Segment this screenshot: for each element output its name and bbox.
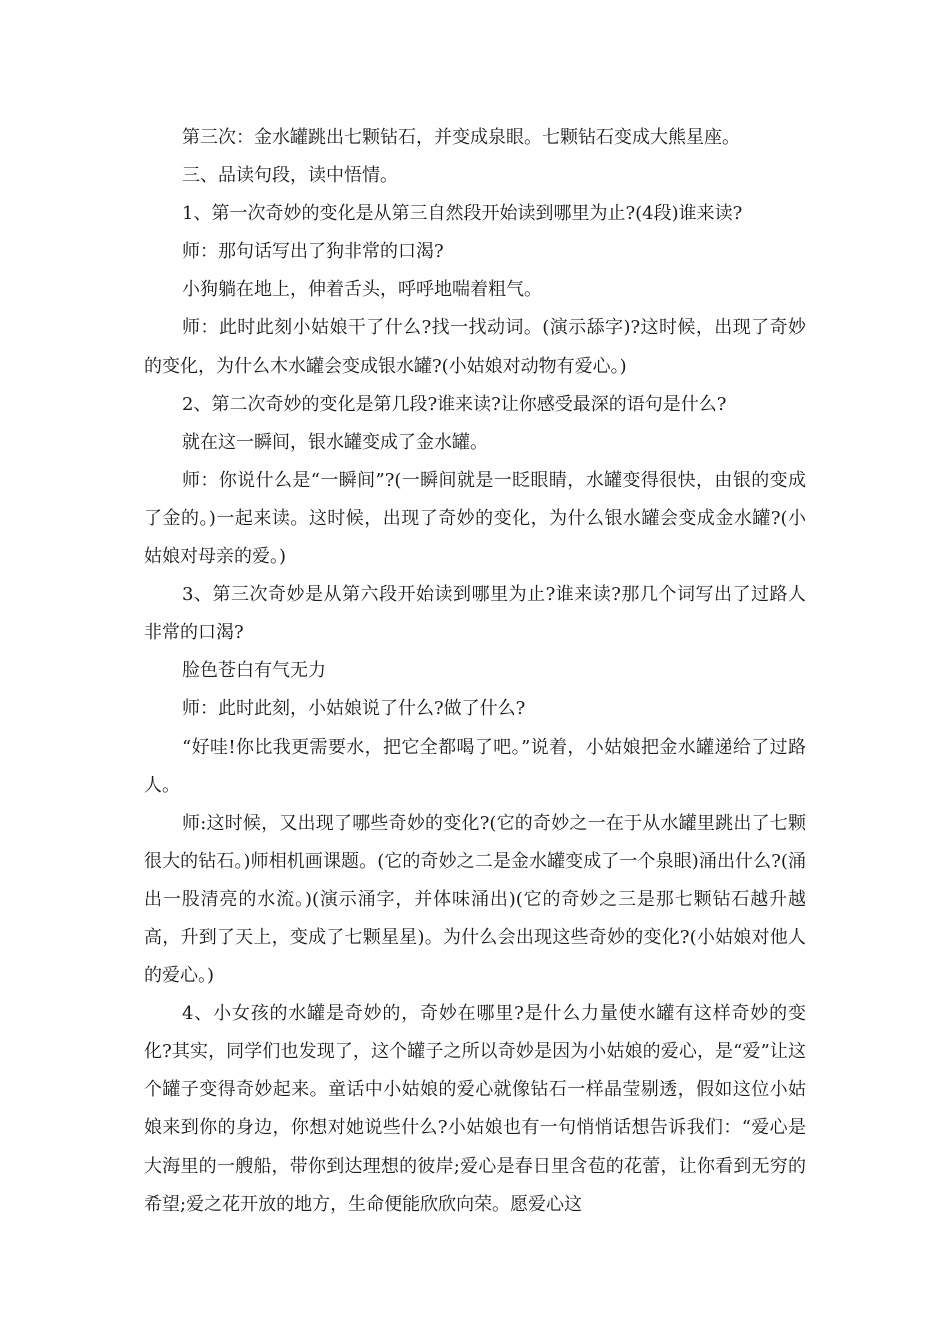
paragraph: 师：此时此刻，小姑娘说了什么?做了什么? [182, 698, 526, 720]
paragraph: 就在这一瞬间，银水罐变成了金水罐。 [182, 431, 488, 453]
section-heading: 三、品读句段，读中悟情。 [182, 165, 398, 187]
paragraph: 师：此时此刻小姑娘干了什么?找一找动词。(演示舔字)?这时候，出现了奇妙的变化，为什么木水罐会变成银水罐?(小姑娘对动物有爱心。) [144, 317, 806, 377]
paragraph: 4、小女孩的水罐是奇妙的，奇妙在哪里?是什么力量使水罐有这样奇妙的变化?其实，同学们也发现了，这个罐子之所以奇妙是因为小姑娘的爱心，是“爱”让这个罐子变得奇妙起来。童话中小姑娘的爱心就像钻石一样晶莹剔透，假如这位小姑娘来到你的身边，你想对她说些什么?小姑娘也有一句悄悄话想告诉我们：“爱心是大海里的一艘船，带你到达理想的彼岸;爱心是春日里含苞的花蕾，让你看到无穷的希望;爱之花开放的地方，生命便能欣欣向荣。愿爱心这 [144, 1003, 806, 1215]
paragraph: 2、第二次奇妙的变化是第几段?谁来读?让你感受最深的语句是什么? [182, 393, 727, 415]
paragraph: 小狗躺在地上，伸着舌头，呼呼地喘着粗气。 [182, 279, 542, 301]
paragraph: “好哇!你比我更需要水，把它全都喝了吧。”说着，小姑娘把金水罐递给了过路人。 [144, 736, 806, 796]
paragraph: 第三次：金水罐跳出七颗钻石，并变成泉眼。七颗钻石变成大熊星座。 [182, 127, 740, 148]
paragraph: 师：你说什么是“一瞬间”?(一瞬间就是一眨眼睛，水罐变得很快，由银的变成了金的。)一起来读。这时候，出现了奇妙的变化，为什么银水罐会变成金水罐?(小姑娘对母亲的爱。) [144, 469, 806, 568]
paragraph: 3、第三次奇妙是从第六段开始读到哪里为止?谁来读?那几个词写出了过路人非常的口渴? [144, 584, 806, 644]
paragraph: 脸色苍白有气无力 [182, 660, 326, 682]
paragraph: 师：那句话写出了狗非常的口渴? [182, 241, 444, 263]
paragraph: 1、第一次奇妙的变化是从第三自然段开始读到哪里为止?(4段)谁来读? [182, 203, 743, 225]
paragraph: 师:这时候，又出现了哪些奇妙的变化?(它的奇妙之一在于从水罐里跳出了七颗很大的钻石。)师相机画课题。(它的奇妙之二是金水罐变成了一个泉眼)涌出什么?(涌出一股清亮的水流。)(演示涌字，并体味涌出)(它的奇妙之三是那七颗钻石越升越高，升到了天上，变成了七颗星星)。为什么会出现这些奇妙的变化?(小姑娘对他人的爱心。) [144, 812, 806, 987]
